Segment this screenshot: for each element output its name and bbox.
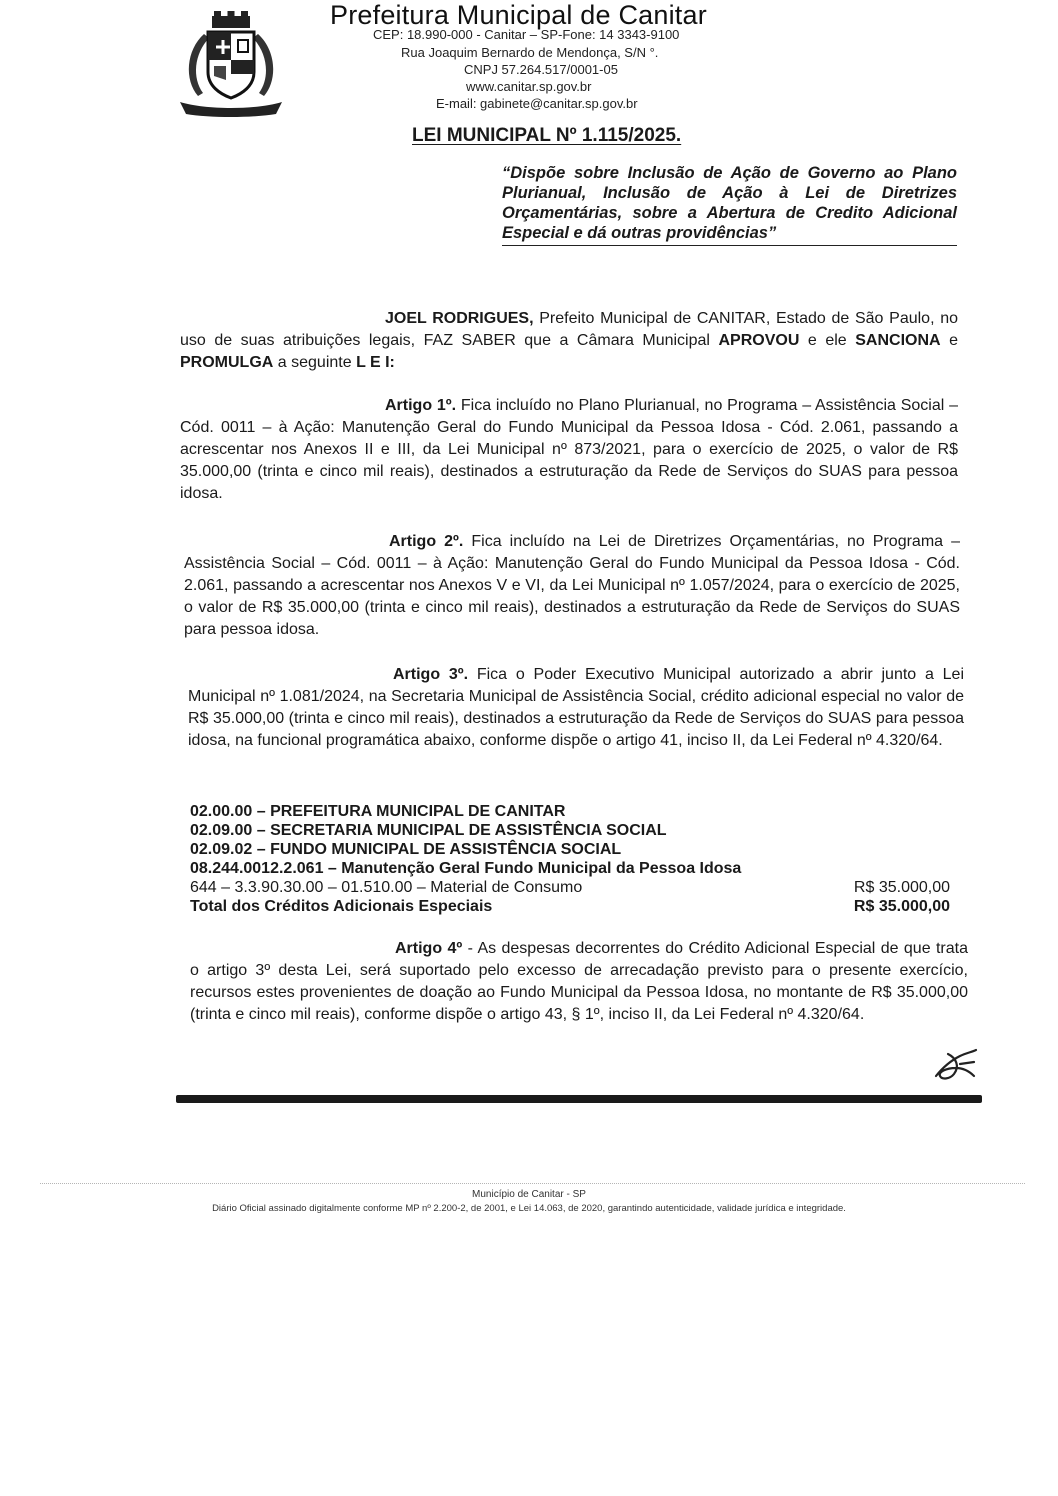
- article-4: Artigo 4º - As despesas decorrentes do Crédito Adicional Especial de que trata o artigo 3º desta Lei, será suportado pelo excesso de arrecadação previsto para o presente exercício, recursos estes provenientes de doação ao Fundo Municipal da Pessoa Idosa, no montante de R$ 35.000,00 (trinta e cinco mil reais), conforme dispõe o artigo 43, § 1º, inciso II, da Lei Federal nº 4.320/64.: [190, 940, 968, 1023]
- coat-of-arms-icon: [176, 10, 286, 118]
- budget-heading: 02.00.00 – PREFEITURA MUNICIPAL DE CANITAR: [190, 803, 566, 820]
- dotted-divider: [40, 1183, 1025, 1184]
- budget-total-label: Total dos Créditos Adicionais Especiais: [190, 898, 493, 915]
- budget-heading: 02.09.00 – SECRETARIA MUNICIPAL DE ASSISTÊNCIA SOCIAL: [190, 822, 667, 839]
- mayor-name: JOEL RODRIGUES,: [385, 310, 534, 327]
- law-ementa: “Dispõe sobre Inclusão de Ação de Governo ao Plano Plurianual, Inclusão de Ação à Lei de Diretrizes Orçamentárias, sobre a Abertura de Credito Adicional Especial e dá outras providências”: [502, 163, 957, 246]
- law-title: LEI MUNICIPAL Nº 1.115/2025.: [412, 125, 682, 146]
- budget-total-row: [190, 897, 950, 916]
- budget-item-label: 644 – 3.3.90.30.00 – 01.510.00 – Material de Consumo: [190, 879, 583, 896]
- budget-heading: 02.09.02 – FUNDO MUNICIPAL DE ASSISTÊNCIA SOCIAL: [190, 841, 622, 858]
- header-cep-phone: CEP: 18.990-000 - Canitar – SP-Fone: 14 3343-9100: [373, 27, 680, 42]
- footer-digital-signature-note: Diário Oficial assinado digitalmente conforme MP nº 2.200-2, de 2001, e Lei 14.063, de 2020, garantindo autenticidade, validade jurídica e integridade.: [212, 1203, 846, 1214]
- horizontal-rule: [176, 1095, 982, 1103]
- header-email-link[interactable]: E-mail: gabinete@canitar.sp.gov.br: [436, 96, 638, 111]
- signature-initials-icon: [930, 1046, 982, 1082]
- header-website-link[interactable]: www.canitar.sp.gov.br: [466, 79, 592, 94]
- article-label: Artigo 4º: [395, 940, 463, 957]
- article-1: Artigo 1º. Fica incluído no Plano Plurianual, no Programa – Assistência Social – Cód. 0011 – à Ação: Manutenção Geral do Fundo Municipal da Pessoa Idosa - Cód. 2.061, passando a acrescentar nos Anexos II e III, da Lei Municipal nº 873/2021, para o exercício de 2025, o valor de R$ 35.000,00 (trinta e cinco mil reais), destinados a estruturação da Rede de Serviços do SUAS para pessoa idosa.: [180, 397, 959, 502]
- budget-item-row: [190, 878, 950, 897]
- budget-heading: 08.244.0012.2.061 – Manutenção Geral Fundo Municipal da Pessoa Idosa: [190, 860, 742, 877]
- article-3: Artigo 3º. Fica o Poder Executivo Municipal autorizado a abrir junto a Lei Municipal nº 1.081/2024, na Secretaria Municipal de Assistência Social, crédito adicional especial no valor de R$ 35.000,00 (trinta e cinco mil reais), destinados a estruturação da Rede de Serviços do SUAS para pessoa idosa, na funcional programática abaixo, conforme dispõe o artigo 41, inciso II, da Lei Federal nº 4.320/64.: [188, 666, 965, 749]
- article-label: Artigo 1º.: [385, 397, 457, 414]
- header-address: Rua Joaquim Bernardo de Mendonça, S/N °.: [401, 45, 659, 60]
- footer-municipality: Município de Canitar - SP: [472, 1189, 586, 1200]
- municipality-title: Prefeitura Municipal de Canitar: [330, 0, 707, 30]
- budget-item-amount: R$ 35.000,00: [853, 879, 950, 896]
- header-cnpj: CNPJ 57.264.517/0001-05: [464, 62, 618, 77]
- budget-total-amount: R$ 35.000,00: [853, 898, 950, 915]
- intro-paragraph: JOEL RODRIGUES, Prefeito Municipal de CANITAR, Estado de São Paulo, no uso de suas atribuições legais, FAZ SABER que a Câmara Municipal APROVOU e ele SANCIONA e PROMULGA a seguinte L E I:: [180, 310, 959, 371]
- article-2: Artigo 2º. Fica incluído na Lei de Diretrizes Orçamentárias, no Programa – Assistência Social – Cód. 0011 – à Ação: Manutenção Geral do Fundo Municipal da Pessoa Idosa - Cód. 2.061, passando a acrescentar nos Anexos V e VI, da Lei Municipal nº 1.057/2024, para o exercício de 2025, o valor de R$ 35.000,00 (trinta e cinco mil reais), destinados a estruturação da Rede de Serviços do SUAS para pessoa idosa.: [184, 533, 961, 638]
- article-label: Artigo 3º.: [393, 666, 469, 683]
- budget-allocation: [190, 802, 950, 916]
- article-label: Artigo 2º.: [389, 533, 464, 550]
